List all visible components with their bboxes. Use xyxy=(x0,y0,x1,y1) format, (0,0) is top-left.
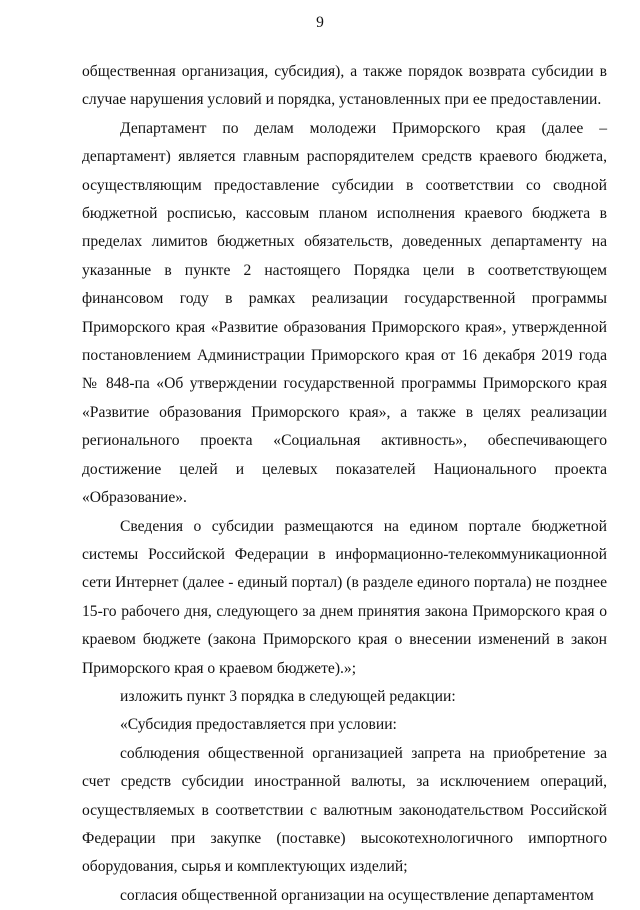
document-body xyxy=(82,58,607,910)
paragraph-department: Департамент по делам молодежи Приморского края (далее – департамент) является главным распорядителем средств краевого бюджета, осуществляющим предоставление субсидии в соответствии со сводной бюджетной росписью, кассовым планом исполнения краевого бюджета в пределах лимитов бюджетных обязательств, доведенных департаменту на указанные в пункте 2 настоящего Порядка цели в соответствующем финансовом году в рамках реализации государственной программы Приморского края «Развитие образования Приморского края», утвержденной постановлением Администрации Приморского края от 16 декабря 2019 года № 848-па «Об утверждении государственной программы Приморского края «Развитие образования Приморского края», а также в целях реализации регионального проекта «Социальная активность», обеспечивающего достижение целей и целевых показателей Национального проекта «Образование». xyxy=(82,119,607,507)
paragraph-condition-currency: соблюдения общественной организацией запрета на приобретение за счет средств субсидии иностранной валюты, за исключением операций, осуществляемых в соответствии с валютным законодательством Российской Федерации при закупке (поставке) высокотехнологичного импортного оборудования, сырья и комплектующих изделий; xyxy=(82,744,607,876)
paragraph-condition-consent: согласия общественной организации на осуществление департаментом xyxy=(120,886,594,904)
paragraph-subsidy-info: Сведения о субсидии размещаются на едином портале бюджетной системы Российской Федерации в информационно-телекоммуникационной сети Интернет (далее - единый портал) (в разделе единого портала) не позднее 15-го рабочего дня, следующего за днем принятия закона Приморского края о краевом бюджете (закона Приморского края о внесении изменений в закон Приморского края о краевом бюджете).»; xyxy=(82,517,607,677)
paragraph-continuation: общественная организация, субсидия), а также порядок возврата субсидии в случае нарушения условий и порядка, установленных при ее предоставлении. xyxy=(82,63,607,109)
page-number: 9 xyxy=(316,14,324,31)
paragraph-amendment: изложить пункт 3 порядка в следующей редакции: xyxy=(120,687,456,705)
paragraph-condition-intro: «Субсидия предоставляется при условии: xyxy=(120,716,397,734)
